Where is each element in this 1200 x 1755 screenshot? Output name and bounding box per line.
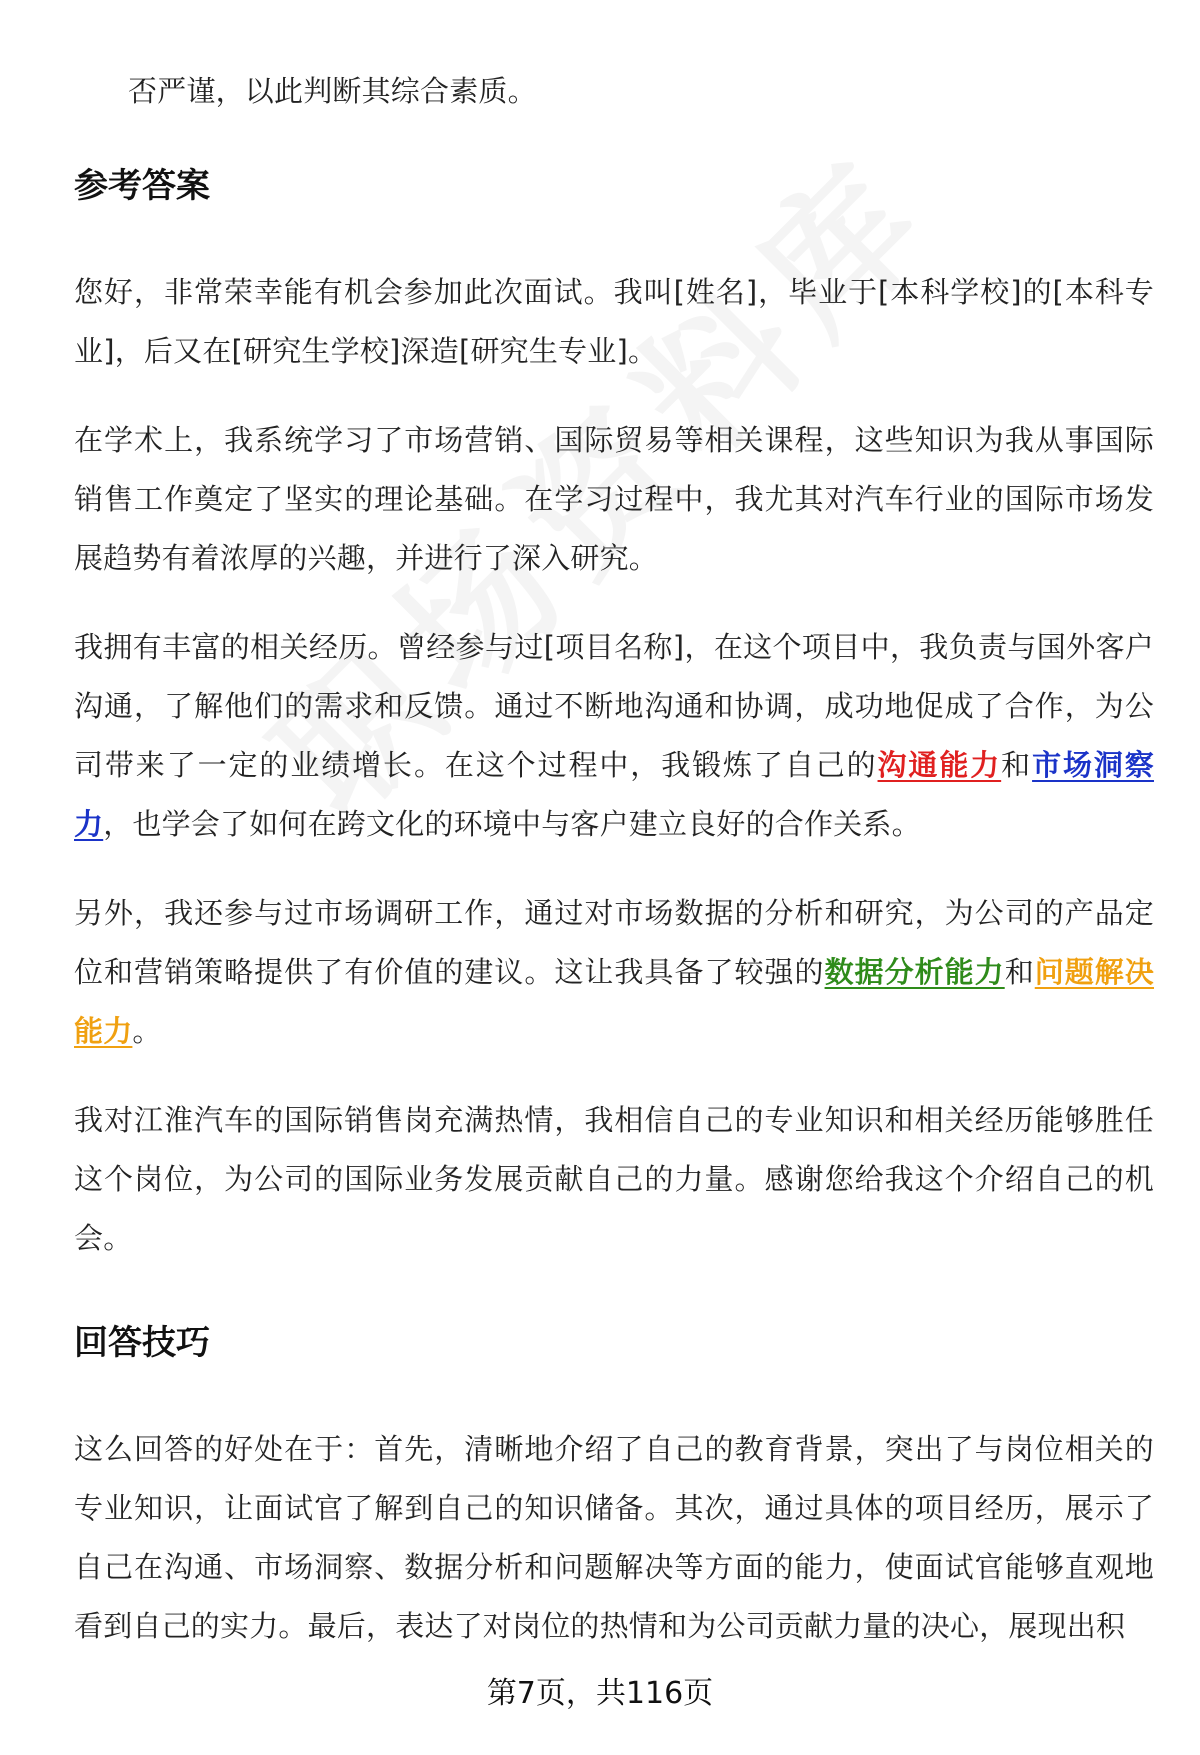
tips-paragraph-1: 这么回答的好处在于：首先，清晰地介绍了自己的教育背景，突出了与岗位相关的专业知识，让面试官了解到自己的知识储备。其次，通过具体的项目经历，展示了自己在沟通、市场洞察、数据分析和问题解决等方面的能力，使面试官能够直观地看到自己的实力。最后，表达了对岗位的热情和为公司贡献力量的决心，展现出积: [74, 1432, 1154, 1643]
highlight-communication: 沟通能力: [877, 748, 1002, 782]
highlight-data-analysis: 数据分析能力: [824, 955, 1005, 989]
paragraph-text: ，也学会了如何在跨文化的环境中与客户建立良好的合作关系。: [103, 807, 921, 841]
highlight-market-insight: 市场洞察力: [74, 748, 1154, 841]
conjunction: 和: [1004, 955, 1035, 989]
page-content: [74, 62, 1154, 1686]
section-heading-answer: 参考答案: [74, 166, 210, 206]
answer-paragraph-5: 我对江淮汽车的国际销售岗充满热情，我相信自己的专业知识和相关经历能够胜任这个岗位，为公司的国际业务发展贡献自己的力量。感谢您给我这个介绍自己的机会。: [74, 1103, 1154, 1255]
paragraph-text: 。: [132, 1014, 162, 1048]
page-number: 第7页，共116页: [486, 1676, 714, 1711]
conjunction: 和: [1001, 748, 1033, 782]
answer-paragraph-2: 在学术上，我系统学习了市场营销、国际贸易等相关课程，这些知识为我从事国际销售工作奠定了坚实的理论基础。在学习过程中，我尤其对汽车行业的国际市场发展趋势有着浓厚的兴趣，并进行了深入研究。: [74, 423, 1154, 575]
paragraph-text: 另外，我还参与过市场调研工作，通过对市场数据的分析和研究，为公司的产品定位和营销策略提供了有价值的建议。这让我具备了较强的: [74, 896, 1154, 989]
section-heading-tips: 回答技巧: [74, 1323, 210, 1363]
continuation-text: 否严谨，以此判断其综合素质。: [128, 74, 537, 108]
highlight-problem-solving: 问题解决能力: [74, 955, 1155, 1048]
paragraph-text: 我拥有丰富的相关经历。曾经参与过[项目名称]，在这个项目中，我负责与国外客户沟通，了解他们的需求和反馈。通过不断地沟通和协调，成功地促成了合作，为公司带来了一定的业绩增长。在这个过程中，我锻炼了自己的: [74, 630, 1154, 782]
answer-paragraph-1: 您好，非常荣幸能有机会参加此次面试。我叫[姓名]，毕业于[本科学校]的[本科专业]，后又在[研究生学校]深造[研究生专业]。: [74, 275, 1154, 368]
answer-paragraph-4: [74, 884, 1154, 1061]
answer-paragraph-3: [74, 618, 1154, 854]
